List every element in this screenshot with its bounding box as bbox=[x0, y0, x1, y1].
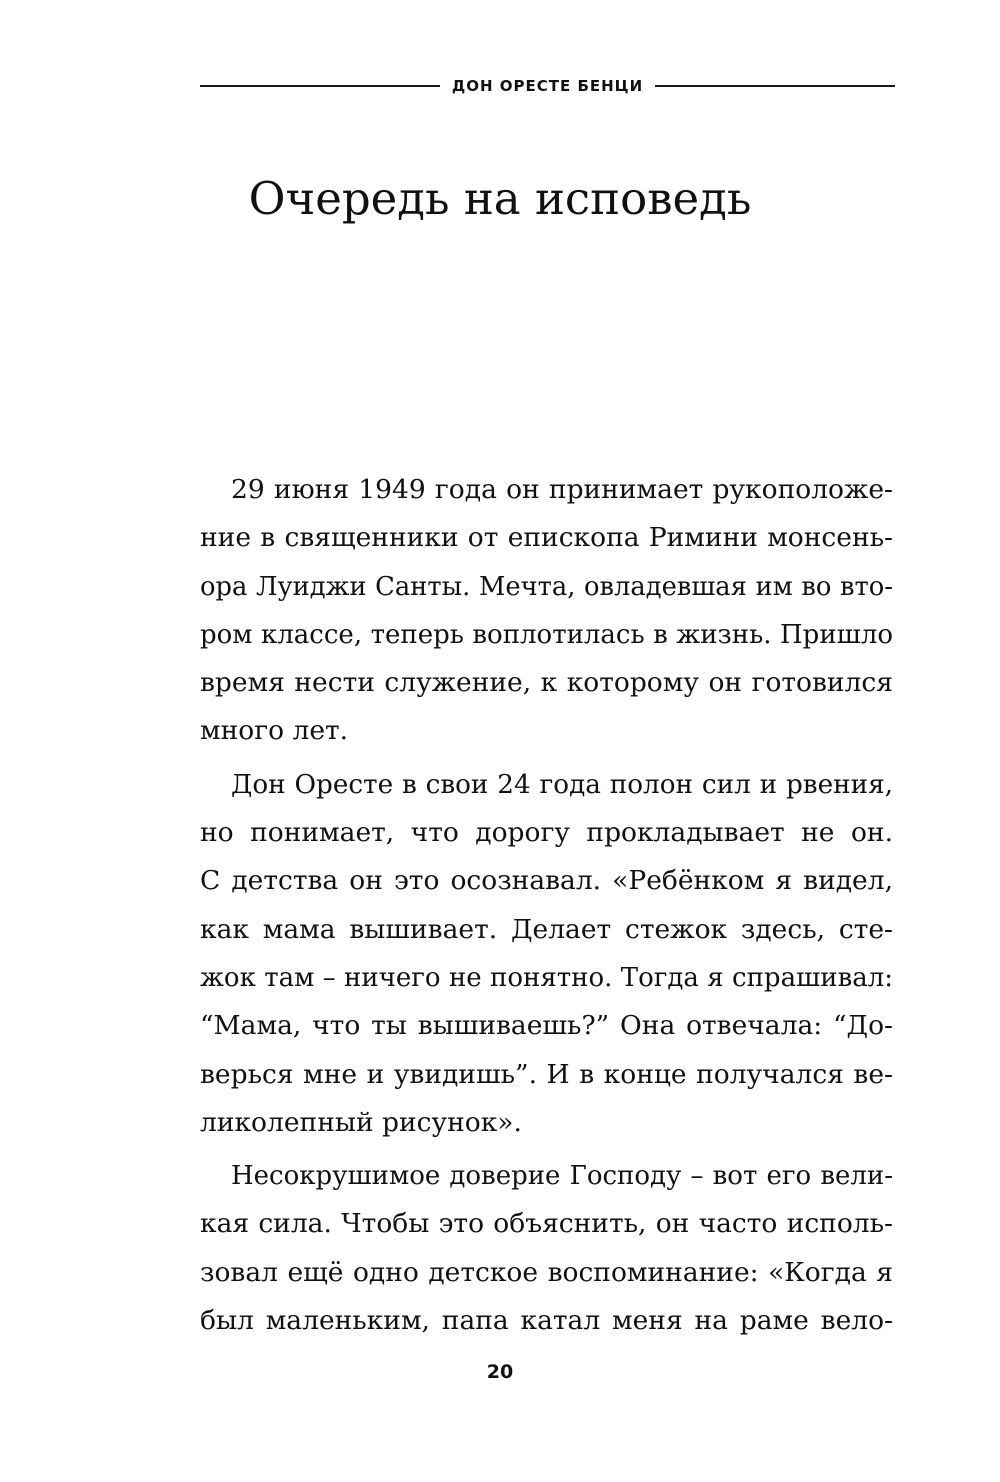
text-line: жок там – ничего не понятно. Тогда я спрашивал: bbox=[200, 962, 893, 993]
page-number: 20 bbox=[486, 1361, 514, 1383]
text-line: но понимает, что дорогу прокладывает не он. bbox=[200, 817, 893, 849]
text-line: Несокрушимое доверие Господу – вот его вели- bbox=[231, 1161, 893, 1192]
text-line: кая сила. Чтобы это объяснить, он часто исполь- bbox=[200, 1208, 893, 1240]
text-line: ром классе, теперь воплотилась в жизнь. Пришло bbox=[200, 619, 893, 650]
body-text bbox=[200, 466, 893, 1350]
paragraph-1 bbox=[200, 466, 893, 756]
chapter-title: Очередь на исповедь bbox=[248, 172, 752, 225]
text-line: много лет. bbox=[200, 715, 349, 747]
text-line: 29 июня 1949 года он принимает рукоположе- bbox=[231, 474, 893, 505]
text-line: ора Луиджи Санты. Мечта, овладевшая им во вто- bbox=[200, 571, 893, 602]
text-line: время нести служение, к которому он готовился bbox=[200, 667, 893, 699]
text-line: С детства он это осознавал. «Ребёнком я видел, bbox=[200, 865, 893, 897]
running-header-text: ДОН ОРЕСТЕ БЕНЦИ bbox=[451, 77, 644, 95]
text-line: был маленьким, папа катал меня на раме вело- bbox=[200, 1305, 893, 1337]
header-rule-right bbox=[655, 85, 895, 87]
text-line: как мама вышивает. Делает стежок здесь, сте- bbox=[200, 913, 893, 945]
text-line: верься мне и увидишь”. И в конце получался ве- bbox=[200, 1058, 893, 1090]
header-rule-left bbox=[200, 85, 440, 87]
paragraph-2 bbox=[200, 761, 893, 1147]
running-header bbox=[200, 73, 895, 99]
text-line: ние в священники от епископа Римини монсень- bbox=[200, 522, 893, 554]
paragraph-3 bbox=[200, 1152, 893, 1345]
text-line: зовал ещё одно детское воспоминание: «Когда я bbox=[200, 1256, 893, 1288]
text-line: Дон Оресте в свои 24 года полон сил и рвения, bbox=[231, 769, 893, 800]
text-line: ликолепный рисунок». bbox=[200, 1106, 522, 1138]
text-line: “Мама, что ты вышиваешь?” Она отвечала: “До- bbox=[200, 1010, 893, 1042]
